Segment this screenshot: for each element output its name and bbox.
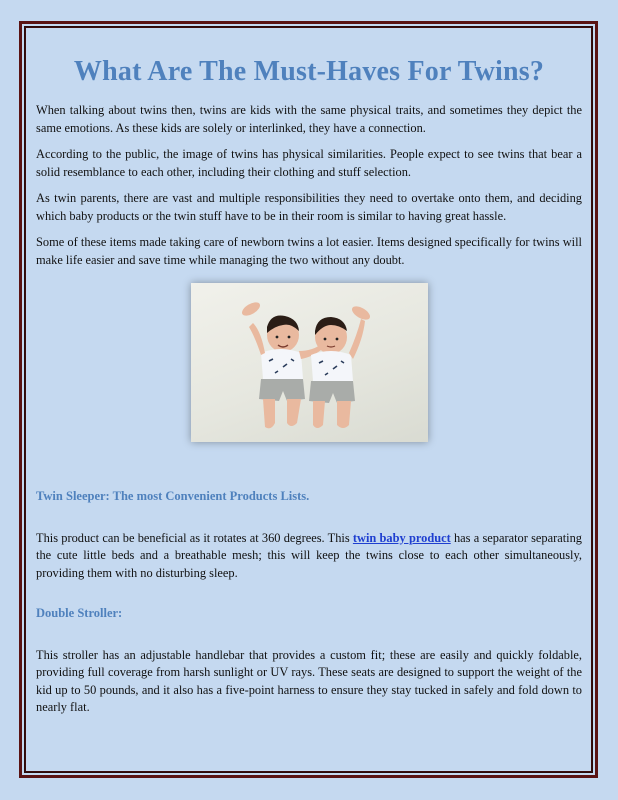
intro-paragraph-4: Some of these items made taking care of newborn twins a lot easier. Items designed specifically for twins will make life easier and save time while managing the two without any doubt.	[36, 235, 582, 267]
twin-babies-photo	[191, 283, 428, 442]
intro-paragraph-1: When talking about twins then, twins are kids with the same physical traits, and sometimes they depict the same emotions. As these kids are solely or interlinked, they have a connection.	[36, 103, 582, 135]
twin-sleeper-text-after: has a separator separating the cute little beds and a breathable mesh; this will keep the twins close to each other simultaneously, providing them with no disturbing sleep.	[36, 530, 583, 580]
section-heading-double-stroller: Double Stroller:	[36, 606, 123, 620]
twin-sleeper-paragraph	[36, 530, 582, 583]
intro-paragraph-2: According to the public, the image of twins has physical similarities. People expect to see twins that bear a solid resemblance to each other, including their clothing and stuff selection.	[36, 147, 582, 179]
twin-babies-illustration	[191, 283, 428, 442]
intro-paragraph-3: As twin parents, there are vast and multiple responsibilities they need to overtake onto them, and deciding which baby products or the twin stuff have to be in their room is similar to having great hassle.	[36, 191, 582, 223]
article-body	[36, 56, 582, 726]
twin-baby-product-link[interactable]: twin baby product	[352, 530, 451, 545]
page-title: What Are The Must-Haves For Twins?	[73, 56, 545, 87]
baby-right	[309, 304, 372, 428]
section-heading-twin-sleeper: Twin Sleeper: The most Convenient Products Lists.	[36, 489, 310, 503]
double-stroller-paragraph: This stroller has an adjustable handlebar that provides a custom fit; these are easily and quickly foldable, providing full coverage from harsh sunlight or UV rays. These seats are designed to support the weight of the kid up to 50 pounds, and it also has a five-point harness to ensure they stay tucked in safely and fold down to nearly flat.	[36, 647, 582, 714]
twin-sleeper-text-before: This product can be beneficial as it rotates at 360 degrees. This	[36, 530, 353, 545]
